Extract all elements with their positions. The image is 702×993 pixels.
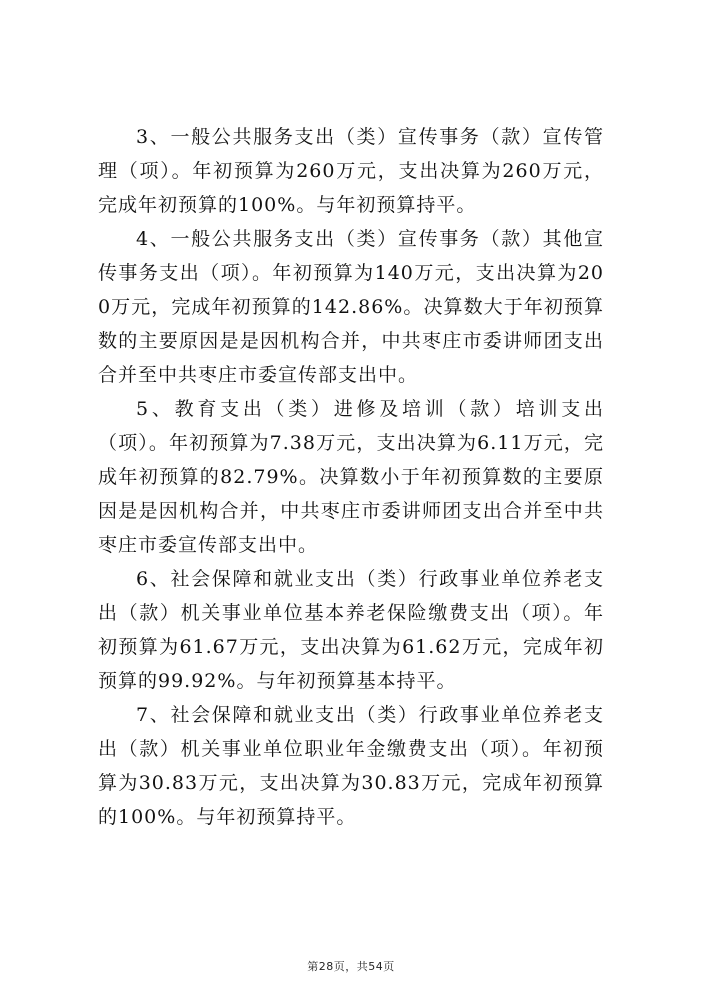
paragraph-item-6: 6、社会保障和就业支出（类）行政事业单位养老支出（款）机关事业单位基本养老保险缴费支出（项）。年初预算为61.67万元，支出决算为61.62万元，完成年初预算的99.92%。与年初预算基本持平。 bbox=[98, 568, 604, 692]
document-body bbox=[98, 120, 604, 834]
page-number-footer: 第28页，共54页 bbox=[307, 960, 395, 973]
paragraph-item-3: 3、一般公共服务支出（类）宣传事务（款）宣传管理（项）。年初预算为260万元，支出决算为260万元，完成年初预算的100%。与年初预算持平。 bbox=[98, 126, 604, 216]
paragraph-item-7: 7、社会保障和就业支出（类）行政事业单位养老支出（款）机关事业单位职业年金缴费支出（项）。年初预算为30.83万元，支出决算为30.83万元，完成年初预算的100%。与年初预算持平。 bbox=[98, 704, 604, 828]
paragraph-item-5: 5、教育支出（类）进修及培训（款）培训支出（项）。年初预算为7.38万元，支出决算为6.11万元，完成年初预算的82.79%。决算数小于年初预算数的主要原因是是因机构合并，中共枣庄市委讲师团支出合并至中共枣庄市委宣传部支出中。 bbox=[98, 398, 604, 556]
paragraph-item-4: 4、一般公共服务支出（类）宣传事务（款）其他宣传事务支出（项）。年初预算为140万元，支出决算为200万元，完成年初预算的142.86%。决算数大于年初预算数的主要原因是是因机构合并，中共枣庄市委讲师团支出合并至中共枣庄市委宣传部支出中。 bbox=[98, 228, 604, 386]
